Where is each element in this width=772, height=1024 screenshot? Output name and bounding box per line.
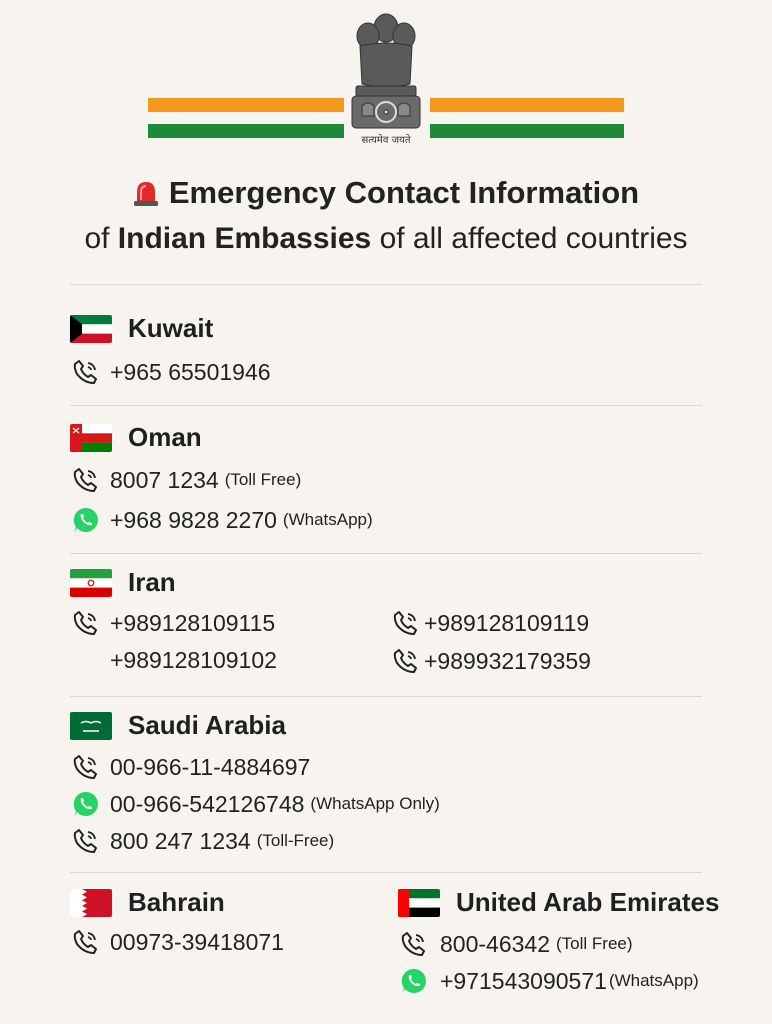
contact-line[interactable] — [72, 928, 284, 956]
kuwait-flag-icon — [70, 315, 112, 343]
phone-number[interactable]: 00-966-542126748 — [110, 790, 305, 817]
country-name: Saudi Arabia — [128, 710, 286, 740]
phone-number[interactable]: 00973-39418071 — [110, 928, 284, 955]
phone-number[interactable]: 8007 1234 — [110, 466, 219, 493]
contact-line[interactable] — [392, 647, 591, 675]
contact-line[interactable] — [400, 930, 633, 958]
divider — [70, 696, 702, 697]
uae-flag-icon — [398, 889, 440, 917]
subtitle-part-b: Indian Embassies — [117, 222, 372, 255]
number-note: (WhatsApp Only) — [310, 794, 440, 813]
country-saudi-arabia — [70, 710, 286, 741]
country-name: United Arab Emirates — [456, 887, 720, 917]
phone-number[interactable]: +965 65501946 — [110, 358, 271, 385]
country-oman — [70, 422, 202, 453]
country-uae — [398, 887, 719, 918]
phone-icon — [392, 647, 420, 675]
country-kuwait — [70, 313, 213, 344]
number-note: (Toll Free) — [556, 934, 633, 953]
divider — [70, 284, 702, 285]
phone-number[interactable]: 00-966-11-4884697 — [110, 753, 311, 780]
contact-line[interactable] — [110, 647, 277, 674]
subtitle-part-c: of all affected countries — [371, 222, 688, 255]
phone-icon — [72, 928, 100, 956]
phone-icon — [400, 930, 428, 958]
country-name: Kuwait — [128, 313, 214, 343]
number-note: (WhatsApp) — [282, 510, 373, 529]
divider — [70, 872, 702, 873]
contact-line[interactable] — [72, 827, 334, 855]
divider — [70, 553, 702, 554]
country-name: Iran — [128, 567, 176, 597]
green-band-left — [148, 124, 344, 138]
contact-line[interactable] — [72, 358, 271, 386]
phone-icon — [72, 753, 100, 781]
green-band-right — [430, 124, 624, 138]
emblem-motto: सत्यमेव जयते — [361, 135, 411, 146]
phone-number[interactable]: +989128109119 — [424, 609, 590, 636]
siren-icon — [133, 178, 159, 206]
contact-line[interactable] — [72, 753, 310, 781]
saffron-band-right — [430, 98, 624, 112]
contact-line[interactable] — [392, 609, 589, 637]
saffron-band-left — [148, 98, 344, 112]
oman-flag-icon — [70, 424, 112, 452]
country-name: Bahrain — [128, 887, 225, 917]
contact-line[interactable] — [72, 790, 440, 818]
title-line1: Emergency Contact Information — [168, 175, 640, 210]
phone-icon — [72, 358, 100, 386]
iran-flag-icon — [70, 569, 112, 597]
page-subtitle — [0, 222, 772, 256]
contact-line[interactable] — [72, 609, 275, 637]
phone-number[interactable]: 800-46342 — [440, 930, 550, 957]
phone-icon — [72, 466, 100, 494]
number-note: (Toll Free) — [224, 470, 302, 489]
bahrain-flag-icon — [70, 889, 112, 917]
header — [0, 0, 772, 160]
phone-number[interactable]: +968 9828 2270 — [110, 506, 277, 533]
contact-line[interactable] — [72, 506, 373, 534]
subtitle-part-a: of — [84, 222, 118, 255]
contact-line[interactable] — [72, 466, 301, 494]
country-bahrain — [70, 887, 225, 918]
whatsapp-icon — [400, 967, 428, 995]
whatsapp-icon — [72, 790, 100, 818]
page-title — [0, 175, 772, 211]
number-note: (WhatsApp) — [608, 971, 699, 990]
phone-icon — [392, 609, 420, 637]
whatsapp-icon — [72, 506, 100, 534]
country-iran — [70, 567, 176, 598]
phone-number[interactable]: +989128109115 — [110, 609, 276, 636]
phone-number[interactable]: 800 247 1234 — [110, 827, 251, 854]
phone-icon — [72, 609, 100, 637]
divider — [70, 405, 702, 406]
number-note: (Toll-Free) — [256, 831, 335, 850]
phone-number[interactable]: +989932179359 — [424, 647, 591, 674]
country-name: Oman — [128, 422, 202, 452]
phone-icon — [72, 827, 100, 855]
phone-number[interactable]: +989128109102 — [110, 647, 277, 673]
contact-line[interactable] — [400, 967, 699, 995]
phone-number[interactable]: +971543090571 — [440, 967, 607, 994]
saudi-arabia-flag-icon — [70, 712, 112, 740]
